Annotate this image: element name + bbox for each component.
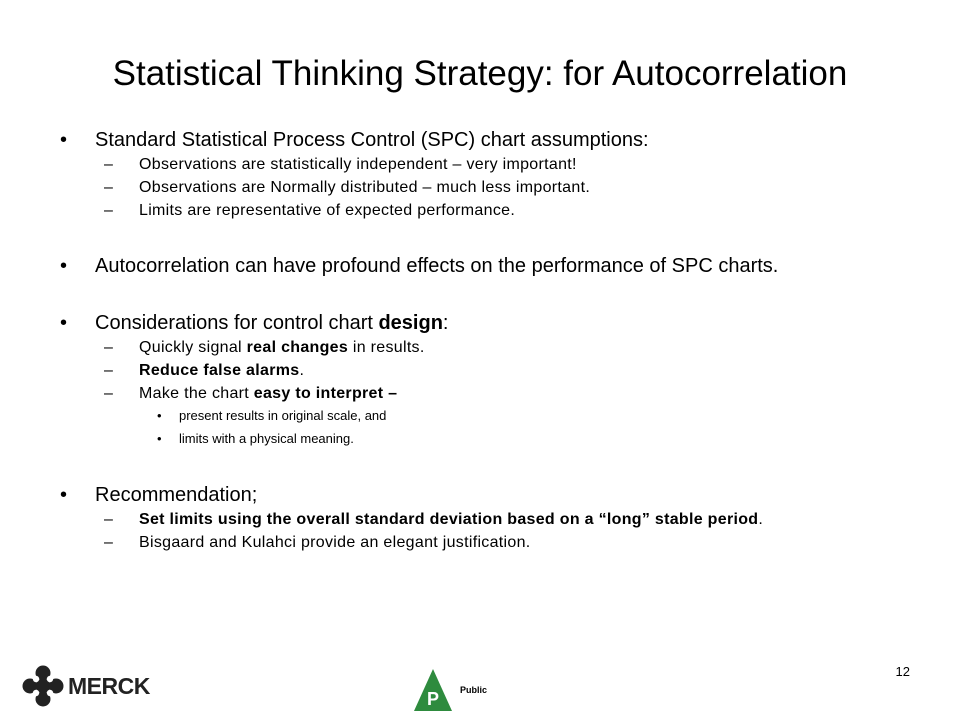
dash: – <box>104 511 114 528</box>
dash: – <box>104 202 114 219</box>
merck-emblem-icon <box>22 665 64 707</box>
classification-label: Public <box>460 685 488 695</box>
dash: – <box>104 179 114 196</box>
bullet: • <box>60 129 68 151</box>
company-name: MERCK <box>68 672 150 699</box>
dash: – <box>104 534 114 551</box>
recommendation-item: – Bisgaard and Kulahci provide an elegant justification. <box>104 534 531 551</box>
sub-bullet: • <box>157 408 162 423</box>
bullet: • <box>60 484 68 506</box>
merck-logo <box>22 664 150 708</box>
design-subitem: • present results in original scale, and <box>60 404 880 427</box>
assumption-item: – Observations are Normally distributed – much less important. <box>104 179 591 196</box>
slide-body <box>60 128 880 553</box>
sub-bullet: • <box>157 431 162 446</box>
recommendation-item: – Set limits using the overall standard deviation based on a “long” stable period. <box>104 511 764 528</box>
design-subitem: • limits with a physical meaning. <box>60 427 880 450</box>
dash: – <box>104 362 114 379</box>
dash: – <box>104 385 114 402</box>
dash: – <box>104 339 114 356</box>
dash: – <box>104 156 114 173</box>
assumptions-heading: • Standard Statistical Process Control (SPC) chart assumptions: <box>60 129 649 151</box>
assumption-item: – Limits are representative of expected performance. <box>104 202 516 219</box>
design-item: – Reduce false alarms. <box>104 362 305 379</box>
classification-badge <box>412 665 532 715</box>
bullet: • <box>60 255 68 277</box>
autocorrelation-point: • Autocorrelation can have profound effects on the performance of SPC charts. <box>60 255 779 277</box>
slide-title: Statistical Thinking Strategy: for Autocorrelation <box>112 54 848 93</box>
assumption-item: – Observations are statistically independent – very important! <box>104 156 577 173</box>
design-item: – Make the chart easy to interpret – <box>104 385 398 402</box>
design-item: – Quickly signal real changes in results. <box>104 339 425 356</box>
recommendation-heading: • Recommendation; <box>60 484 258 506</box>
design-heading: • Considerations for control chart design: <box>60 312 449 334</box>
classification-icon <box>412 667 454 713</box>
page-number: 12 <box>895 664 910 679</box>
classification-letter: P <box>426 689 440 709</box>
bullet: • <box>60 312 68 334</box>
